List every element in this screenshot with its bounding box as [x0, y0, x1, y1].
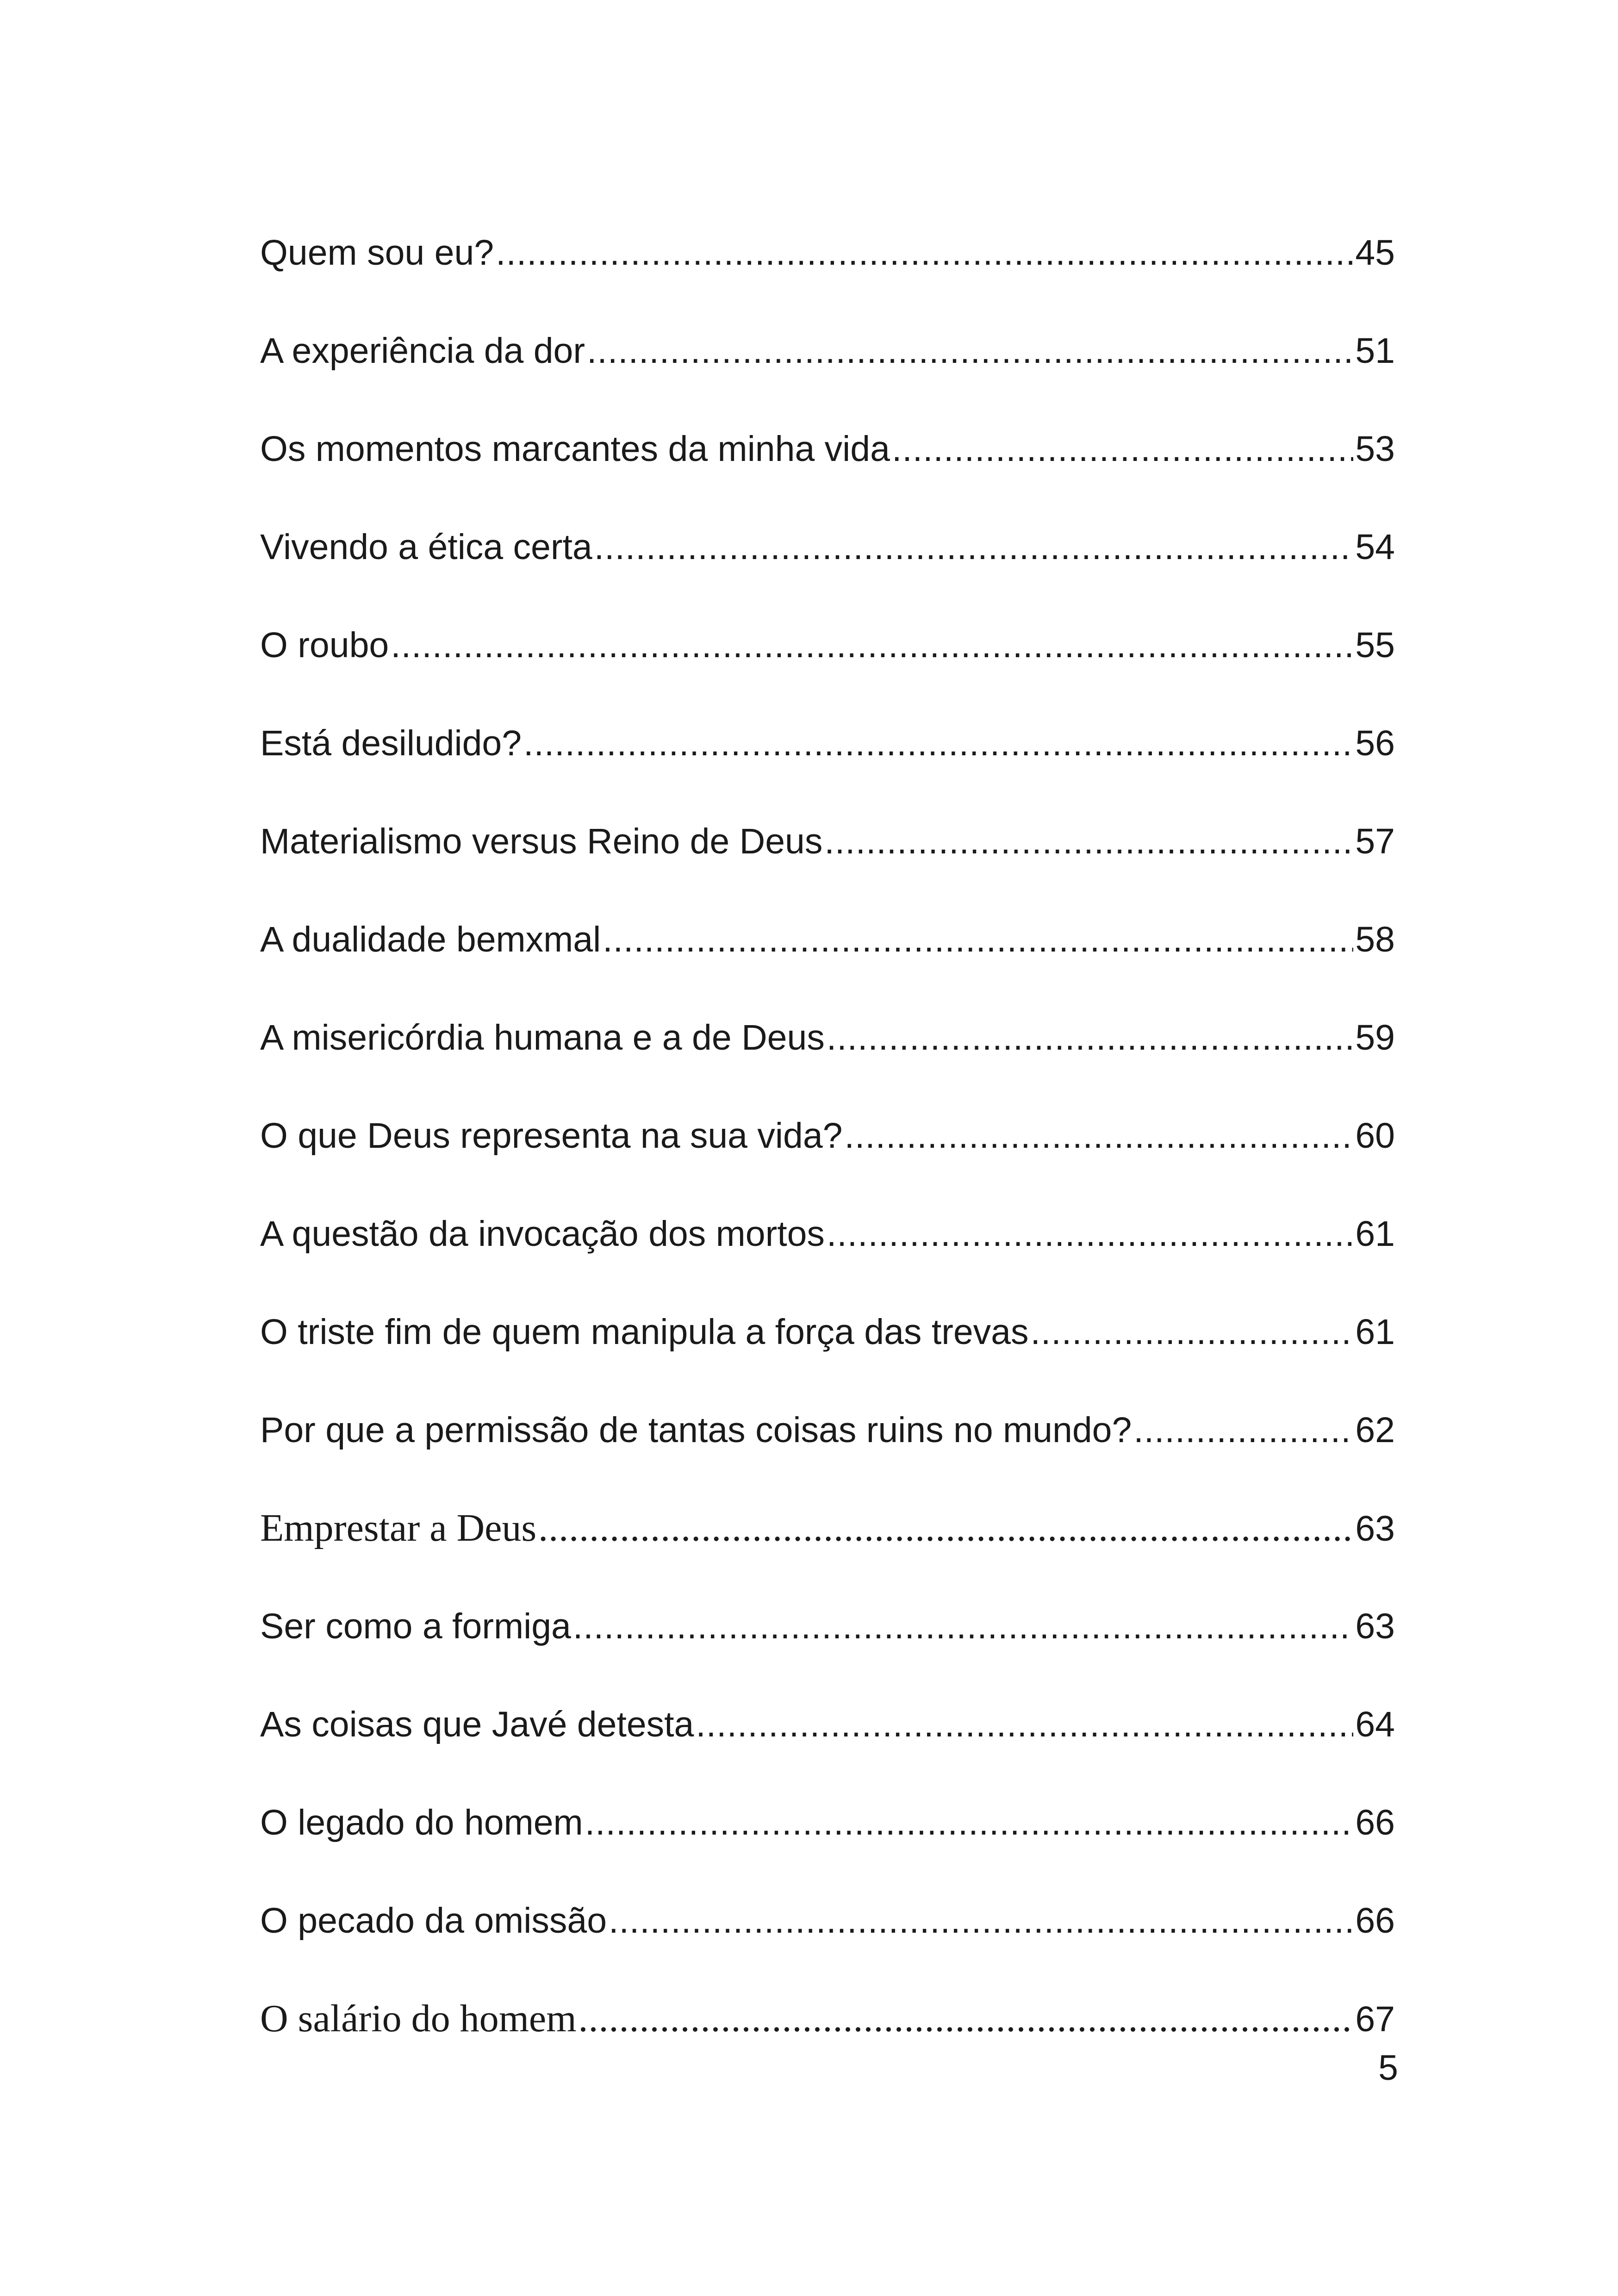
toc-entry-page: 54	[1355, 527, 1395, 567]
toc-dot-leader	[696, 1675, 1353, 1773]
toc-entry-page: 51	[1355, 331, 1395, 371]
toc-dot-leader	[523, 694, 1353, 792]
toc-dot-leader	[585, 1773, 1354, 1872]
toc-dot-leader	[538, 1479, 1353, 1577]
toc-entry-page: 53	[1355, 429, 1395, 469]
toc-dot-leader	[594, 498, 1354, 596]
toc-dot-leader	[587, 302, 1353, 400]
toc-entry-page: 64	[1355, 1705, 1395, 1744]
toc-dot-leader	[827, 1185, 1353, 1283]
page-number: 5	[1378, 2048, 1398, 2088]
toc-entry-page: 61	[1355, 1312, 1395, 1352]
toc-dot-leader	[827, 989, 1354, 1087]
toc-dot-leader	[824, 792, 1353, 890]
toc-entry-page: 66	[1355, 1803, 1395, 1842]
toc-entry[interactable]	[260, 890, 1395, 989]
toc-entry-title: Vivendo a ética certa	[260, 527, 592, 567]
toc-entry-page: 67	[1355, 1999, 1395, 2039]
toc-entry-page: 56	[1355, 723, 1395, 763]
toc-entry-title: A questão da invocação dos mortos	[260, 1214, 825, 1254]
toc-entry[interactable]	[260, 1381, 1395, 1479]
toc-entry-page: 63	[1355, 1606, 1395, 1646]
toc-entry-title: O salário do homem	[260, 1997, 577, 2040]
toc-entry-title: Quem sou eu?	[260, 233, 494, 273]
toc-entry-title: O triste fim de quem manipula a força das trevas	[260, 1312, 1029, 1352]
toc-dot-leader	[844, 1087, 1353, 1185]
toc-dot-leader	[609, 1872, 1353, 1970]
toc-entry-page: 55	[1355, 625, 1395, 665]
toc-entry-title: A misericórdia humana e a de Deus	[260, 1018, 825, 1058]
toc-entry[interactable]	[260, 1087, 1395, 1185]
toc-entry[interactable]	[260, 204, 1395, 302]
toc-entry-title: O legado do homem	[260, 1803, 583, 1842]
table-of-contents	[260, 204, 1395, 2068]
toc-dot-leader	[603, 890, 1353, 989]
toc-entry-title: As coisas que Javé detesta	[260, 1705, 694, 1744]
toc-entry[interactable]	[260, 1675, 1395, 1773]
toc-entry[interactable]	[260, 1283, 1395, 1381]
toc-entry[interactable]	[260, 1970, 1395, 2068]
toc-entry-page: 60	[1355, 1116, 1395, 1156]
toc-entry[interactable]	[260, 596, 1395, 694]
toc-dot-leader	[573, 1577, 1353, 1675]
toc-entry-title: A experiência da dor	[260, 331, 585, 371]
toc-entry-page: 62	[1355, 1410, 1395, 1450]
toc-entry-page: 59	[1355, 1018, 1395, 1058]
toc-dot-leader	[391, 596, 1353, 694]
toc-entry-title: Emprestar a Deus	[260, 1506, 537, 1549]
toc-entry[interactable]	[260, 1185, 1395, 1283]
toc-dot-leader	[496, 204, 1353, 302]
toc-dot-leader	[579, 1970, 1354, 2068]
toc-entry-title: Está desiludido?	[260, 723, 522, 763]
toc-entry-title: Materialismo versus Reino de Deus	[260, 821, 823, 861]
toc-entry[interactable]	[260, 498, 1395, 596]
toc-entry[interactable]	[260, 792, 1395, 890]
toc-entry-page: 66	[1355, 1901, 1395, 1941]
toc-entry-title: O pecado da omissão	[260, 1901, 607, 1941]
toc-entry[interactable]	[260, 1773, 1395, 1872]
toc-entry[interactable]	[260, 1577, 1395, 1675]
toc-entry-page: 63	[1355, 1509, 1395, 1549]
toc-entry[interactable]	[260, 989, 1395, 1087]
toc-entry-page: 58	[1355, 920, 1395, 959]
toc-entry[interactable]	[260, 400, 1395, 498]
toc-dot-leader	[1031, 1283, 1354, 1381]
toc-entry[interactable]	[260, 302, 1395, 400]
toc-entry[interactable]	[260, 694, 1395, 792]
toc-entry-title: O que Deus representa na sua vida?	[260, 1116, 843, 1156]
toc-entry[interactable]	[260, 1479, 1395, 1577]
toc-dot-leader	[892, 400, 1353, 498]
toc-entry[interactable]	[260, 1872, 1395, 1970]
toc-entry-title: Os momentos marcantes da minha vida	[260, 429, 890, 469]
toc-entry-title: A dualidade bemxmal	[260, 920, 601, 959]
toc-entry-title: Ser como a formiga	[260, 1606, 571, 1646]
toc-entry-title: Por que a permissão de tantas coisas ruins no mundo?	[260, 1410, 1132, 1450]
toc-dot-leader	[1133, 1381, 1353, 1479]
toc-entry-page: 45	[1355, 233, 1395, 273]
toc-entry-title: O roubo	[260, 625, 389, 665]
toc-entry-page: 61	[1355, 1214, 1395, 1254]
toc-entry-page: 57	[1355, 821, 1395, 861]
